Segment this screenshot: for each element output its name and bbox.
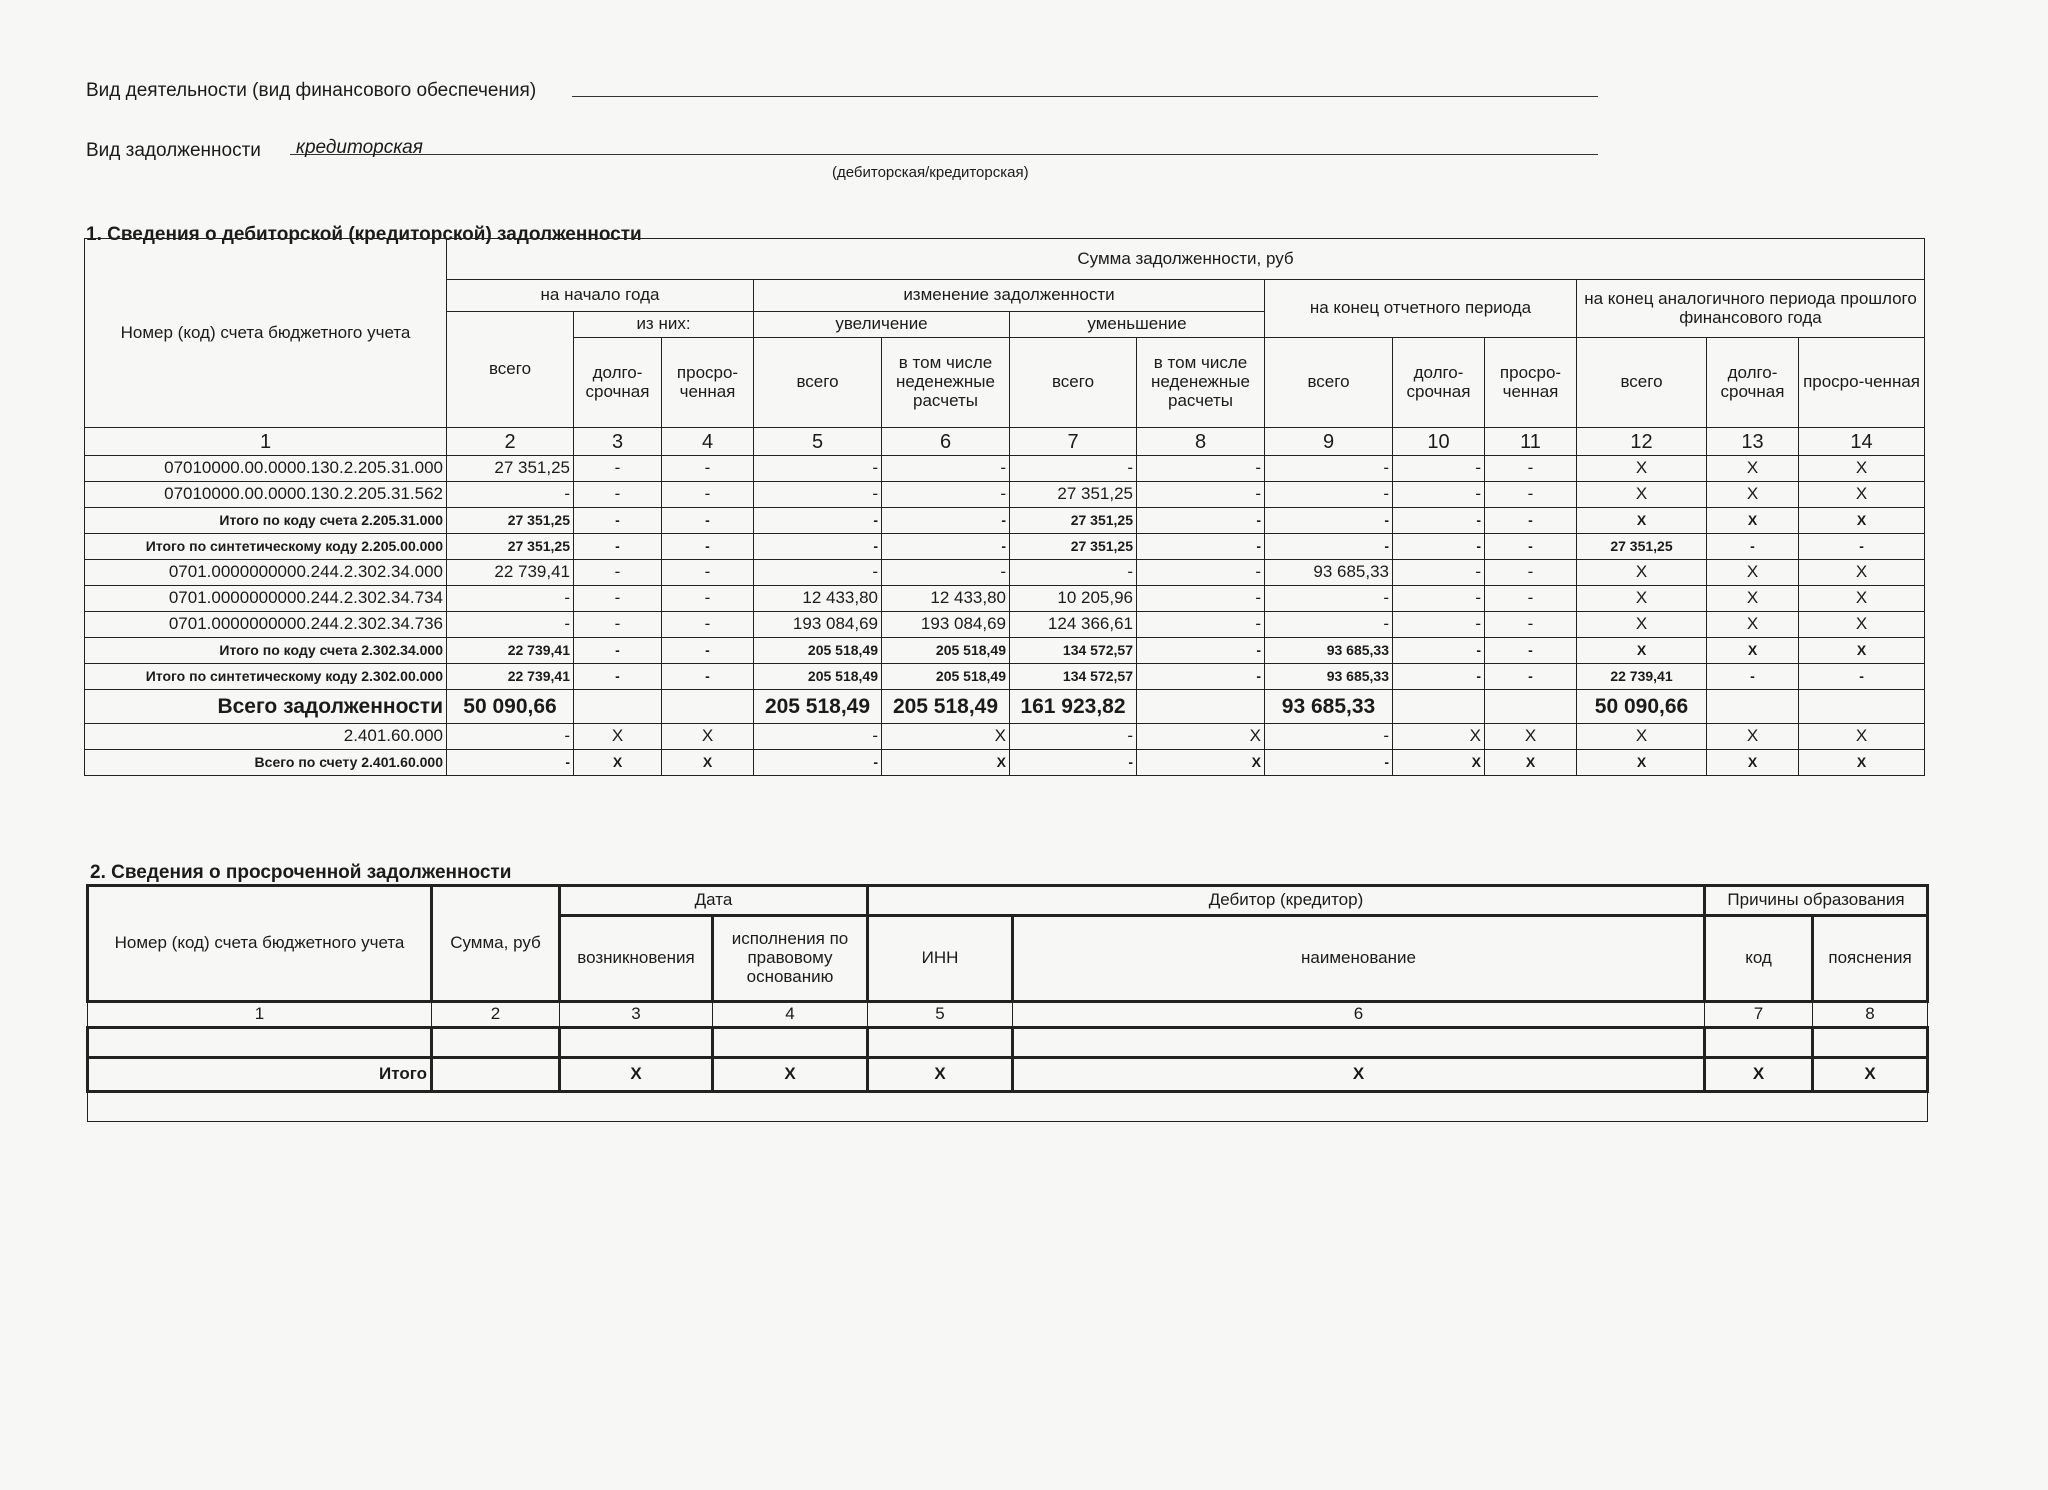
value-cell: 22 739,41 xyxy=(447,638,574,664)
value-cell: 22 739,41 xyxy=(447,664,574,690)
value-cell: - xyxy=(1010,724,1137,750)
value-cell: Х xyxy=(1577,612,1707,638)
value-cell: 205 518,49 xyxy=(882,690,1010,724)
account-cell: 07010000.00.0000.130.2.205.31.000 xyxy=(85,456,447,482)
value-cell: - xyxy=(1485,612,1577,638)
value-cell: 93 685,33 xyxy=(1265,664,1393,690)
s2-cell xyxy=(1813,1028,1928,1058)
value-cell: - xyxy=(1265,534,1393,560)
value-cell: - xyxy=(754,724,882,750)
value-cell: - xyxy=(1265,456,1393,482)
activity-line xyxy=(572,96,1598,97)
s2-cell xyxy=(432,1028,560,1058)
value-cell: - xyxy=(882,560,1010,586)
value-cell: Х xyxy=(1577,456,1707,482)
value-cell: 27 351,25 xyxy=(447,456,574,482)
head-inc-total: всего xyxy=(754,338,882,428)
col-number: 11 xyxy=(1485,428,1577,456)
value-cell: - xyxy=(1265,724,1393,750)
account-cell: Всего по счету 2.401.60.000 xyxy=(85,750,447,776)
value-cell: - xyxy=(1485,560,1577,586)
value-cell: Х xyxy=(1577,586,1707,612)
value-cell: - xyxy=(574,456,662,482)
value-cell: - xyxy=(754,750,882,776)
value-cell: 93 685,33 xyxy=(1265,690,1393,724)
value-cell: 205 518,49 xyxy=(882,664,1010,690)
value-cell: - xyxy=(662,664,754,690)
value-cell: Х xyxy=(1707,586,1799,612)
value-cell: Х xyxy=(1799,508,1925,534)
s2-total-cell: Х xyxy=(560,1058,713,1092)
value-cell: 134 572,57 xyxy=(1010,664,1137,690)
value-cell: - xyxy=(1137,664,1265,690)
s2-total-row xyxy=(88,1058,1928,1092)
value-cell: 161 923,82 xyxy=(1010,690,1137,724)
head-dec-noncash: в том числе неденежные расчеты xyxy=(1137,338,1265,428)
value-cell: Х xyxy=(1707,612,1799,638)
col-number: 4 xyxy=(662,428,754,456)
value-cell: Х xyxy=(1707,456,1799,482)
value-cell: - xyxy=(1393,534,1485,560)
s2-total-cell xyxy=(432,1058,560,1092)
s2-total-cell: Х xyxy=(1813,1058,1928,1092)
value-cell xyxy=(1799,690,1925,724)
debt-type-value: кредиторская xyxy=(296,137,423,158)
value-cell: 22 739,41 xyxy=(1577,664,1707,690)
value-cell: - xyxy=(1010,456,1137,482)
value-cell: - xyxy=(882,456,1010,482)
value-cell: 27 351,25 xyxy=(1010,508,1137,534)
account-row xyxy=(85,560,1925,586)
value-cell: - xyxy=(1137,638,1265,664)
value-cell: - xyxy=(1265,750,1393,776)
value-cell: - xyxy=(1393,664,1485,690)
value-cell: - xyxy=(574,534,662,560)
value-cell: 205 518,49 xyxy=(754,690,882,724)
head-prev-overdue: просро-ченная xyxy=(1799,338,1925,428)
value-cell: - xyxy=(662,482,754,508)
s2-head-account: Номер (код) счета бюджетного учета xyxy=(88,886,432,1002)
s2-col-number: 5 xyxy=(868,1002,1013,1028)
value-cell: 193 084,69 xyxy=(882,612,1010,638)
value-cell: Х xyxy=(1485,750,1577,776)
s2-footer-row xyxy=(88,1092,1928,1122)
s2-head-name: наименование xyxy=(1013,916,1705,1002)
value-cell: Х xyxy=(1577,724,1707,750)
head-start-total: всего xyxy=(447,312,574,428)
value-cell: - xyxy=(574,612,662,638)
value-cell: Х xyxy=(1485,724,1577,750)
value-cell: - xyxy=(1485,586,1577,612)
value-cell: 50 090,66 xyxy=(447,690,574,724)
value-cell: - xyxy=(882,534,1010,560)
value-cell xyxy=(1707,690,1799,724)
section2-title: 2. Сведения о просроченной задолженности xyxy=(90,862,512,883)
col-number: 6 xyxy=(882,428,1010,456)
value-cell: - xyxy=(574,586,662,612)
value-cell: - xyxy=(662,534,754,560)
value-cell xyxy=(1137,690,1265,724)
value-cell: 10 205,96 xyxy=(1010,586,1137,612)
section1-title: 1. Сведения о дебиторской (кредиторской) задолженности xyxy=(86,224,642,245)
s2-empty-row xyxy=(88,1028,1928,1058)
subtotal-row xyxy=(85,750,1925,776)
col-number: 12 xyxy=(1577,428,1707,456)
col-number: 2 xyxy=(447,428,574,456)
value-cell: - xyxy=(1799,664,1925,690)
s2-total-cell: Х xyxy=(713,1058,868,1092)
s2-col-number-row xyxy=(88,1002,1928,1028)
value-cell: Х xyxy=(574,724,662,750)
value-cell: 27 351,25 xyxy=(447,534,574,560)
value-cell: Х xyxy=(1137,724,1265,750)
head-account: Номер (код) счета бюджетного учета xyxy=(85,239,447,428)
account-cell: Всего задолженности xyxy=(85,690,447,724)
value-cell: 27 351,25 xyxy=(1010,482,1137,508)
value-cell: Х xyxy=(1799,750,1925,776)
value-cell: 193 084,69 xyxy=(754,612,882,638)
value-cell: Х xyxy=(1799,586,1925,612)
value-cell: - xyxy=(1137,482,1265,508)
col-number: 8 xyxy=(1137,428,1265,456)
col-number: 10 xyxy=(1393,428,1485,456)
value-cell: 27 351,25 xyxy=(1010,534,1137,560)
head-start-long: долго-срочная xyxy=(574,338,662,428)
activity-label: Вид деятельности (вид финансового обеспечения) xyxy=(86,80,537,101)
subtotal-row xyxy=(85,664,1925,690)
head-start: на начало года xyxy=(447,280,754,312)
account-cell: 0701.0000000000.244.2.302.34.734 xyxy=(85,586,447,612)
head-increase: увеличение xyxy=(754,312,1010,338)
s2-cell xyxy=(560,1028,713,1058)
value-cell: 134 572,57 xyxy=(1010,638,1137,664)
head-start-ofthem: из них: xyxy=(574,312,754,338)
value-cell: 205 518,49 xyxy=(754,664,882,690)
value-cell: - xyxy=(662,560,754,586)
value-cell: Х xyxy=(1707,560,1799,586)
value-cell xyxy=(662,690,754,724)
account-row xyxy=(85,482,1925,508)
head-end-overdue: просро-ченная xyxy=(1485,338,1577,428)
s2-footer-cell xyxy=(88,1092,1928,1122)
col-number: 9 xyxy=(1265,428,1393,456)
value-cell: - xyxy=(754,534,882,560)
col-number: 5 xyxy=(754,428,882,456)
value-cell: - xyxy=(662,638,754,664)
account-row xyxy=(85,724,1925,750)
value-cell: - xyxy=(662,508,754,534)
value-cell: Х xyxy=(662,724,754,750)
s2-total-cell: Х xyxy=(868,1058,1013,1092)
value-cell: - xyxy=(1265,586,1393,612)
value-cell: - xyxy=(1265,508,1393,534)
value-cell: - xyxy=(1265,612,1393,638)
head-sum: Сумма задолженности, руб xyxy=(447,239,1925,280)
overdue-table xyxy=(86,884,1929,1122)
debt-table xyxy=(84,238,1925,776)
s2-head-code: код xyxy=(1705,916,1813,1002)
value-cell: 205 518,49 xyxy=(754,638,882,664)
value-cell: - xyxy=(662,456,754,482)
value-cell: 50 090,66 xyxy=(1577,690,1707,724)
account-cell: Итого по коду счета 2.205.31.000 xyxy=(85,508,447,534)
value-cell: Х xyxy=(1799,482,1925,508)
value-cell: Х xyxy=(1577,638,1707,664)
value-cell: - xyxy=(1393,612,1485,638)
debt-type-label: Вид задолженности xyxy=(86,140,261,161)
value-cell: - xyxy=(1137,586,1265,612)
account-cell: 0701.0000000000.244.2.302.34.736 xyxy=(85,612,447,638)
value-cell xyxy=(1485,690,1577,724)
value-cell: Х xyxy=(574,750,662,776)
value-cell xyxy=(1393,690,1485,724)
head-decrease: уменьшение xyxy=(1010,312,1265,338)
value-cell: Х xyxy=(882,750,1010,776)
value-cell: Х xyxy=(1707,508,1799,534)
value-cell: - xyxy=(1137,534,1265,560)
account-cell: 0701.0000000000.244.2.302.34.000 xyxy=(85,560,447,586)
account-cell: 2.401.60.000 xyxy=(85,724,447,750)
s2-head-explain: пояснения xyxy=(1813,916,1928,1002)
value-cell: 93 685,33 xyxy=(1265,638,1393,664)
col-number: 14 xyxy=(1799,428,1925,456)
s2-head-occurred: возникновения xyxy=(560,916,713,1002)
value-cell: - xyxy=(754,456,882,482)
s2-head-inn: ИНН xyxy=(868,916,1013,1002)
account-cell: Итого по коду счета 2.302.34.000 xyxy=(85,638,447,664)
subtotal-row xyxy=(85,534,1925,560)
subtotal-row xyxy=(85,638,1925,664)
value-cell: - xyxy=(1393,482,1485,508)
head-end-long: долго-срочная xyxy=(1393,338,1485,428)
value-cell: - xyxy=(574,638,662,664)
value-cell: - xyxy=(662,586,754,612)
subtotal-row xyxy=(85,508,1925,534)
value-cell: Х xyxy=(1393,724,1485,750)
value-cell: - xyxy=(447,750,574,776)
head-prev: на конец аналогичного периода прошлого финансового года xyxy=(1577,280,1925,338)
value-cell: Х xyxy=(882,724,1010,750)
value-cell: - xyxy=(447,724,574,750)
value-cell: - xyxy=(1485,534,1577,560)
head-start-overdue: просро-ченная xyxy=(662,338,754,428)
value-cell: 93 685,33 xyxy=(1265,560,1393,586)
value-cell: Х xyxy=(1799,638,1925,664)
head-dec-total: всего xyxy=(1010,338,1137,428)
value-cell: Х xyxy=(1577,482,1707,508)
value-cell: - xyxy=(574,560,662,586)
head-prev-long: долго-срочная xyxy=(1707,338,1799,428)
value-cell: Х xyxy=(1137,750,1265,776)
value-cell: - xyxy=(1485,638,1577,664)
value-cell: - xyxy=(882,482,1010,508)
value-cell: Х xyxy=(1707,482,1799,508)
value-cell: Х xyxy=(1577,508,1707,534)
value-cell: Х xyxy=(1577,750,1707,776)
s2-col-number: 8 xyxy=(1813,1002,1928,1028)
value-cell: - xyxy=(574,508,662,534)
s2-cell xyxy=(1013,1028,1705,1058)
value-cell: - xyxy=(1137,560,1265,586)
value-cell: - xyxy=(574,482,662,508)
s2-cell xyxy=(88,1028,432,1058)
value-cell: - xyxy=(1799,534,1925,560)
account-cell: Итого по синтетическому коду 2.205.00.000 xyxy=(85,534,447,560)
value-cell: - xyxy=(1707,664,1799,690)
value-cell: - xyxy=(1265,482,1393,508)
value-cell: - xyxy=(1485,456,1577,482)
account-cell: 07010000.00.0000.130.2.205.31.562 xyxy=(85,482,447,508)
value-cell: - xyxy=(447,612,574,638)
value-cell: Х xyxy=(1707,724,1799,750)
value-cell: Х xyxy=(1799,612,1925,638)
value-cell: - xyxy=(662,612,754,638)
value-cell: 205 518,49 xyxy=(882,638,1010,664)
s2-head-due: исполнения по правовому основанию xyxy=(713,916,868,1002)
s2-col-number: 2 xyxy=(432,1002,560,1028)
value-cell: 12 433,80 xyxy=(882,586,1010,612)
head-prev-total: всего xyxy=(1577,338,1707,428)
head-end: на конец отчетного периода xyxy=(1265,280,1577,338)
s2-head-reasons: Причины образования xyxy=(1705,886,1928,916)
value-cell: - xyxy=(1393,586,1485,612)
account-row xyxy=(85,586,1925,612)
value-cell: - xyxy=(1393,560,1485,586)
value-cell: - xyxy=(1137,508,1265,534)
s2-head-sum: Сумма, руб xyxy=(432,886,560,1002)
head-inc-noncash: в том числе неденежные расчеты xyxy=(882,338,1010,428)
col-number: 3 xyxy=(574,428,662,456)
value-cell: - xyxy=(1485,482,1577,508)
value-cell: - xyxy=(574,664,662,690)
col-number-row xyxy=(85,428,1925,456)
value-cell: Х xyxy=(1707,750,1799,776)
debt-type-line xyxy=(290,154,1598,155)
s2-col-number: 4 xyxy=(713,1002,868,1028)
value-cell: Х xyxy=(1707,638,1799,664)
value-cell: Х xyxy=(1799,724,1925,750)
s2-col-number: 6 xyxy=(1013,1002,1705,1028)
col-number: 1 xyxy=(85,428,447,456)
value-cell: 124 366,61 xyxy=(1010,612,1137,638)
account-row xyxy=(85,612,1925,638)
s2-col-number: 1 xyxy=(88,1002,432,1028)
value-cell: - xyxy=(1485,508,1577,534)
value-cell: Х xyxy=(1577,560,1707,586)
value-cell: 12 433,80 xyxy=(754,586,882,612)
value-cell: - xyxy=(1393,456,1485,482)
value-cell: - xyxy=(1010,560,1137,586)
value-cell: - xyxy=(1010,750,1137,776)
value-cell: Х xyxy=(1799,560,1925,586)
value-cell: - xyxy=(1393,638,1485,664)
value-cell: - xyxy=(1393,508,1485,534)
value-cell: - xyxy=(754,560,882,586)
head-end-total: всего xyxy=(1265,338,1393,428)
col-number: 7 xyxy=(1010,428,1137,456)
value-cell: - xyxy=(1485,664,1577,690)
value-cell: 27 351,25 xyxy=(1577,534,1707,560)
value-cell: 27 351,25 xyxy=(447,508,574,534)
value-cell: Х xyxy=(662,750,754,776)
s2-head-debtor: Дебитор (кредитор) xyxy=(868,886,1705,916)
s2-head-date: Дата xyxy=(560,886,868,916)
s2-total-cell: Х xyxy=(1705,1058,1813,1092)
value-cell: Х xyxy=(1799,456,1925,482)
s2-total-label: Итого xyxy=(88,1058,432,1092)
value-cell: - xyxy=(447,586,574,612)
account-cell: Итого по синтетическому коду 2.302.00.000 xyxy=(85,664,447,690)
value-cell: - xyxy=(882,508,1010,534)
account-row xyxy=(85,456,1925,482)
s2-col-number: 7 xyxy=(1705,1002,1813,1028)
value-cell xyxy=(574,690,662,724)
debt-type-hint: (дебиторская/кредиторская) xyxy=(832,164,1029,181)
value-cell: - xyxy=(754,482,882,508)
s2-total-cell: Х xyxy=(1013,1058,1705,1092)
s2-cell xyxy=(1705,1028,1813,1058)
value-cell: - xyxy=(1137,456,1265,482)
value-cell: 22 739,41 xyxy=(447,560,574,586)
head-change: изменение задолженности xyxy=(754,280,1265,312)
col-number: 13 xyxy=(1707,428,1799,456)
value-cell: - xyxy=(1137,612,1265,638)
s2-col-number: 3 xyxy=(560,1002,713,1028)
value-cell: Х xyxy=(1393,750,1485,776)
value-cell: - xyxy=(447,482,574,508)
value-cell: - xyxy=(1707,534,1799,560)
s2-cell xyxy=(713,1028,868,1058)
s2-cell xyxy=(868,1028,1013,1058)
grand-total-row xyxy=(85,690,1925,724)
value-cell: - xyxy=(754,508,882,534)
